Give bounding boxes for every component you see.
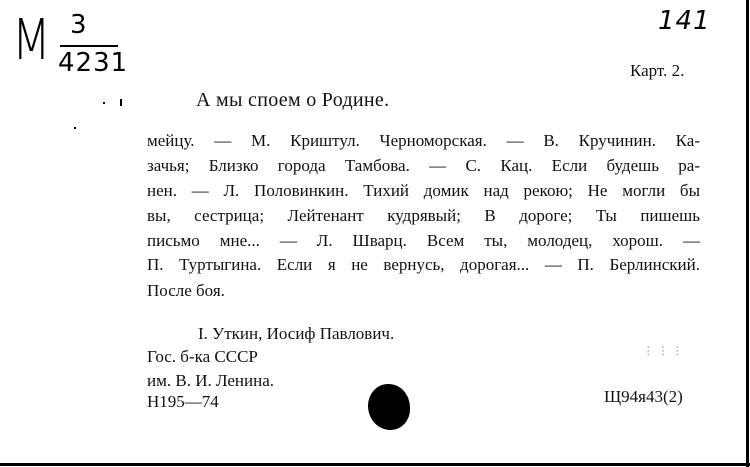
body-line: зачья; Близко города Тамбова. — С. Кац. Если будешь ра-: [147, 156, 700, 175]
body-line: нен. — Л. Половинкин. Тихий домик над рекою; Не могли бы: [147, 181, 700, 200]
ink-speck: [74, 127, 76, 129]
sheet-number: 141: [658, 6, 711, 36]
card-border-right: [746, 0, 749, 467]
body-line: письмо мне... — Л. Шварц. Всем ты, молодец, хорош. —: [147, 231, 700, 250]
library-name-line2: им. В. И. Ленина.: [147, 371, 275, 390]
ink-blot: [368, 384, 410, 430]
body-line: П. Туртыгина. Если я не вернусь, дорогая... — П. Берлинский.: [147, 255, 700, 274]
author-line: I. Уткин, Иосиф Павлович.: [198, 324, 395, 343]
body-line: вы, сестрица; Лейтенант кудрявый; В дороге; Ты пишешь: [147, 206, 700, 225]
body-line: После боя.: [147, 281, 225, 300]
body-line: мейцу. — М. Криштул. Черноморская. — В. Кручинин. Ка-: [147, 131, 700, 150]
faint-stamp-mark: ⁝ ⁝ ⁝: [646, 344, 683, 360]
inventory-code: Щ94я43(2): [604, 387, 683, 406]
card-label: Карт. 2.: [630, 61, 685, 80]
ink-speck: [103, 102, 105, 104]
call-number-fraction-bar: [60, 45, 118, 47]
card-title: А мы споем о Родине.: [196, 89, 390, 111]
call-number-top: 3: [70, 10, 87, 40]
library-name-line1: Гос. б-ка СССР: [147, 347, 258, 366]
card-border-bottom: [0, 463, 750, 466]
ink-speck: [120, 99, 122, 106]
call-number-bottom: 4231: [58, 48, 129, 78]
card-code: Н195—74: [147, 392, 219, 411]
call-number-letter: М: [12, 8, 50, 73]
